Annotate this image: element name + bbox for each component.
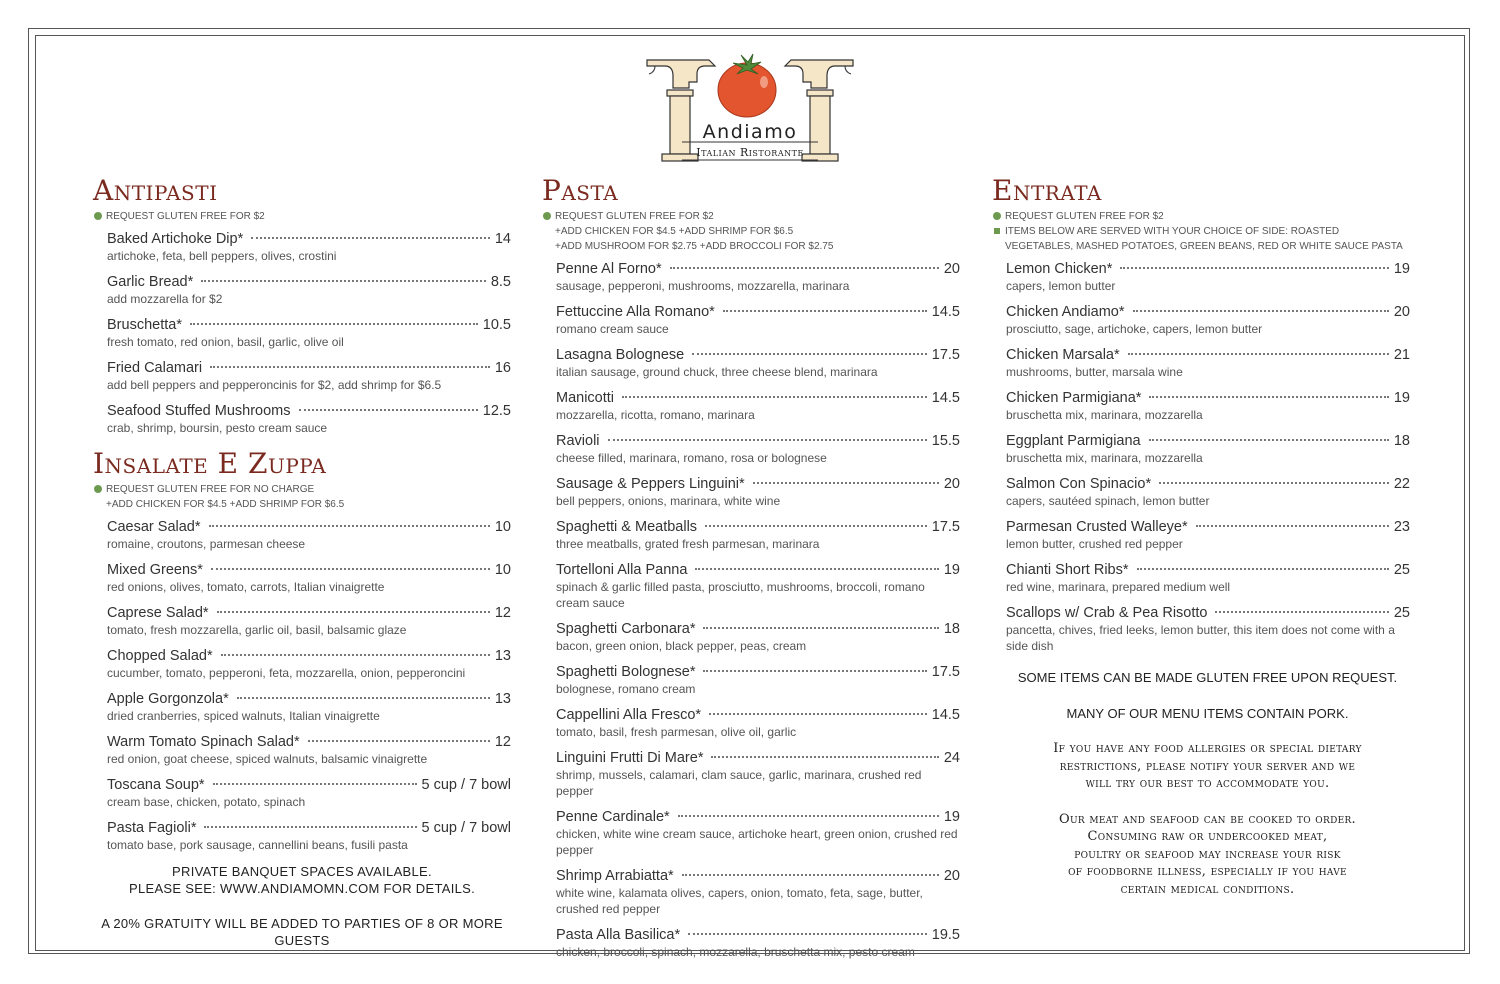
menu-item-name: Lasagna Bolognese [556,347,685,363]
menu-item-price: 17.5 [931,519,960,535]
dot-leader [692,353,927,355]
menu-item-name: Mixed Greens* [107,562,203,578]
dot-leader [688,933,927,935]
menu-item-description: mushrooms, butter, marsala wine [1006,365,1183,379]
menu-item [107,647,511,681]
menu-item [107,359,511,393]
dot-leader [213,783,417,785]
menu-item-description: cream base, chicken, potato, spinach [107,795,306,809]
menu-item-price: 14.5 [931,390,960,406]
column-right [992,174,1410,663]
menu-item-line [556,518,960,536]
menu-item-name: Toscana Soup* [107,777,205,793]
menu-item-description: tomato, fresh mozzarella, garlic oil, basil, balsamic glaze [107,623,407,637]
menu-item-description: tomato, basil, fresh parmesan, olive oil, garlic [556,725,797,739]
column-middle [542,174,960,969]
menu-item [556,475,960,509]
menu-item-description: add mozzarella for $2 [107,292,223,306]
menu-item [556,518,960,552]
menu-item-price: 12 [494,605,511,621]
banquet-line-1: PRIVATE BANQUET SPACES AVAILABLE. [172,864,432,879]
menu-item-name: Spaghetti Bolognese* [556,664,696,680]
menu-item-name: Tortelloni Alla Panna [556,562,688,578]
menu-item [107,604,511,638]
menu-item [556,926,960,960]
menu-item-line [107,273,511,291]
menu-item-description: add bell peppers and pepperoncinis for $2, add shrimp for $6.5 [107,378,442,392]
dot-leader [209,525,490,527]
restaurant-name: Andiamo [702,121,798,143]
menu-item [556,346,960,380]
menu-item-line [556,808,960,826]
menu-item [107,776,511,810]
menu-item-price: 13 [494,648,511,664]
menu-item [556,749,960,799]
menu-item-description: chicken, white wine cream sauce, artichoke heart, green onion, crushed red pepper [556,827,958,857]
menu-item [556,260,960,294]
restaurant-logo [645,52,855,164]
menu-item-name: Chicken Parmigiana* [1006,390,1142,406]
menu-item-description: capers, sautéed spinach, lemon butter [1006,494,1210,508]
menu-item-line [107,604,511,622]
menu-item-description: romano cream sauce [556,322,669,336]
menu-item-line [556,663,960,681]
menu-item-description: romaine, croutons, parmesan cheese [107,537,306,551]
menu-item-name: Pasta Fagioli* [107,820,197,836]
dot-leader [221,654,490,656]
menu-item-name: Apple Gorgonzola* [107,691,229,707]
menu-item-price: 19 [1393,261,1410,277]
banquet-note [93,863,511,897]
menu-item [107,518,511,552]
menu-item-price: 19.5 [931,927,960,943]
menu-item [556,620,960,654]
menu-item-name: Eggplant Parmigiana [1006,433,1141,449]
section-title-entrata: Entrata [992,174,1102,207]
menu-item [556,808,960,858]
menu-item-description: fresh tomato, red onion, basil, garlic, olive oil [107,335,344,349]
section-notes [992,209,1410,254]
menu-item [1006,346,1410,380]
menu-item-line [107,819,511,837]
menu-item-price: 20 [943,868,960,884]
menu-item-price: 18 [943,621,960,637]
menu-item-description: dried cranberries, spiced walnuts, Italian vinaigrette [107,709,380,723]
menu-item [107,273,511,307]
menu-item-description: shrimp, mussels, calamari, clam sauce, garlic, marinara, crushed red pepper [556,768,922,798]
dot-leader [1128,353,1389,355]
dot-leader [608,439,927,441]
entrata-list [992,260,1410,654]
menu-item-price: 12.5 [482,403,511,419]
menu-item-line [1006,389,1410,407]
menu-item-line [1006,518,1410,536]
menu-item-line [107,776,511,794]
menu-item-name: Penne Cardinale* [556,809,670,825]
menu-item-name: Caprese Salad* [107,605,209,621]
menu-item-line [1006,604,1410,622]
menu-item-name: Warm Tomato Spinach Salad* [107,734,300,750]
menu-item-description: three meatballs, grated fresh parmesan, marinara [556,537,820,551]
add-on-note: +ADD MUSHROOM FOR $2.75 +ADD BROCCOLI FOR $2.75 [555,241,834,252]
menu-item-name: Cappellini Alla Fresco* [556,707,702,723]
menu-item-price: 5 cup / 7 bowl [421,820,511,836]
menu-item-description: red onion, goat cheese, spiced walnuts, balsamic vinaigrette [107,752,428,766]
dot-leader [201,280,486,282]
menu-item-line [556,926,960,944]
menu-item [556,432,960,466]
dot-leader [1149,396,1388,398]
menu-item-line [1006,475,1410,493]
antipasti-list [93,230,511,436]
dot-leader [1133,310,1389,312]
menu-item-price: 17.5 [931,664,960,680]
menu-item [1006,432,1410,466]
menu-item-price: 19 [943,562,960,578]
menu-item-name: Baked Artichoke Dip* [107,231,244,247]
menu-item [107,733,511,767]
menu-item-line [107,561,511,579]
menu-item-line [1006,346,1410,364]
menu-item-name: Caesar Salad* [107,519,201,535]
dot-leader [1149,439,1389,441]
menu-item [107,690,511,724]
menu-item-name: Spaghetti & Meatballs [556,519,698,535]
allergy-notice: If you have any food allergies or special dietary restrictions, please notify your server and we will try our best to accommodate you. [1053,741,1362,791]
column-left [93,174,511,949]
menu-item-line [1006,561,1410,579]
menu-item [556,867,960,917]
menu-item [1006,260,1410,294]
dot-leader [204,826,416,828]
menu-item-description: bell peppers, onions, marinara, white wine [556,494,781,508]
menu-item-name: Fried Calamari [107,360,203,376]
raw-food-notice: Our meat and seafood can be cooked to order. Consuming raw or undercooked meat, poultry or seafood may increase your risk of foodborne illness, especially if you have certain medical conditions. [1059,811,1356,897]
menu-item-line [556,346,960,364]
menu-item [1006,518,1410,552]
menu-item-description: spinach & garlic filled pasta, prosciutto, mushrooms, broccoli, romano cream sauce [556,580,925,610]
dot-leader [251,237,490,239]
menu-item [1006,303,1410,337]
menu-item-line [556,389,960,407]
menu-item-line [556,706,960,724]
add-on-note: +ADD CHICKEN FOR $4.5 +ADD SHRIMP FOR $6.5 [555,226,794,237]
menu-item [1006,389,1410,423]
menu-item-name: Parmesan Crusted Walleye* [1006,519,1188,535]
menu-item-line [107,733,511,751]
menu-item-line [1006,260,1410,278]
menu-item-price: 8.5 [490,274,511,290]
dot-leader [1120,267,1388,269]
menu-item-price: 22 [1393,476,1410,492]
dot-leader [1196,525,1389,527]
menu-item [1006,475,1410,509]
menu-item-name: Bruschetta* [107,317,182,333]
dot-leader [678,815,939,817]
section-title-insalate: Insalate E Zuppa [93,447,327,480]
section-title-antipasti: Antipasti [93,174,218,207]
menu-item-price: 19 [943,809,960,825]
dot-leader [237,697,490,699]
menu-item-name: Garlic Bread* [107,274,194,290]
dot-leader [723,310,927,312]
menu-item-price: 21 [1393,347,1410,363]
menu-item-price: 14.5 [931,304,960,320]
menu-item [556,561,960,611]
dot-leader [622,396,927,398]
menu-item-name: Chicken Marsala* [1006,347,1120,363]
menu-item-price: 15.5 [931,433,960,449]
menu-item-line [107,359,511,377]
menu-item-description: italian sausage, ground chuck, three cheese blend, marinara [556,365,878,379]
dot-leader [299,409,478,411]
menu-item-name: Chicken Andiamo* [1006,304,1125,320]
gluten-free-note: REQUEST GLUTEN FREE FOR $2 [93,209,511,224]
menu-item-description: artichoke, feta, bell peppers, olives, crostini [107,249,337,263]
menu-item-name: Penne Al Forno* [556,261,662,277]
menu-item-name: Shrimp Arrabiatta* [556,868,674,884]
menu-item-name: Scallops w/ Crab & Pea Risotto [1006,605,1208,621]
menu-item-price: 10.5 [482,317,511,333]
dot-leader [682,874,939,876]
menu-item-description: lemon butter, crushed red pepper [1006,537,1183,551]
menu-item-description: prosciutto, sage, artichoke, capers, lemon butter [1006,322,1263,336]
menu-item-description: white wine, kalamata olives, capers, onion, tomato, feta, sage, butter, crushed red pepper [556,886,923,916]
menu-item-description: mozzarella, ricotta, romano, marinara [556,408,755,422]
menu-item-name: Seafood Stuffed Mushrooms [107,403,291,419]
menu-item-line [107,230,511,248]
menu-item-description: bolognese, romano cream [556,682,696,696]
menu-item-price: 25 [1393,605,1410,621]
dot-leader [711,756,938,758]
menu-item-line [556,620,960,638]
dot-leader [703,627,938,629]
dot-leader [211,568,490,570]
restaurant-subtitle: Italian Ristorante [696,146,804,159]
gluten-free-icon [94,212,102,220]
menu-item-description: cucumber, tomato, pepperoni, feta, mozzarella, onion, pepperoncini [107,666,466,680]
menu-item [1006,561,1410,595]
menu-item-price: 18 [1393,433,1410,449]
menu-item-name: Lemon Chicken* [1006,261,1113,277]
menu-item [107,316,511,350]
menu-item-line [107,647,511,665]
menu-item-price: 14.5 [931,707,960,723]
dot-leader [709,713,927,715]
menu-item [556,389,960,423]
menu-item-price: 20 [943,476,960,492]
menu-item [107,402,511,436]
gluten-free-icon [993,212,1001,220]
gluten-free-note: REQUEST GLUTEN FREE FOR NO CHARGE [93,482,511,497]
gluten-free-icon [94,485,102,493]
menu-item-description: red onions, olives, tomato, carrots, Italian vinaigrette [107,580,385,594]
section-notes [93,209,511,224]
menu-item [107,230,511,264]
menu-item-price: 23 [1393,519,1410,535]
menu-item-name: Fettuccine Alla Romano* [556,304,715,320]
dot-leader [1137,568,1389,570]
gluten-free-icon [543,212,551,220]
square-bullet-icon [994,228,1000,234]
menu-item-line [556,561,960,579]
menu-item-name: Salmon Con Spinacio* [1006,476,1152,492]
menu-item [107,561,511,595]
menu-item-name: Sausage & Peppers Linguini* [556,476,745,492]
menu-item-line [107,518,511,536]
pork-notice: MANY OF OUR MENU ITEMS CONTAIN PORK. [1066,705,1349,721]
menu-item-price: 20 [1393,304,1410,320]
dot-leader [190,323,478,325]
menu-item-price: 14 [494,231,511,247]
menu-item-line [556,432,960,450]
menu-item-line [556,475,960,493]
add-on-note: +ADD CHICKEN FOR $4.5 +ADD SHRIMP FOR $6.5 [106,499,345,510]
menu-item [556,303,960,337]
menu-item-name: Pasta Alla Basilica* [556,927,681,943]
menu-item-price: 19 [1393,390,1410,406]
menu-item-price: 10 [494,562,511,578]
menu-item-description: red wine, marinara, prepared medium well [1006,580,1231,594]
menu-item [556,663,960,697]
menu-item-price: 24 [943,750,960,766]
gratuity-note: A 20% GRATUITY WILL BE ADDED TO PARTIES OF 8 OR MORE GUESTS [101,916,503,948]
side-dish-note: ITEMS BELOW ARE SERVED WITH YOUR CHOICE OF SIDE: ROASTED VEGETABLES, MASHED POTATOES, GREEN BEANS, RED OR WHITE SAUCE PASTA [992,224,1410,254]
section-notes [542,209,960,254]
menu-item-price: 17.5 [931,347,960,363]
menu-item-price: 16 [494,360,511,376]
pasta-list [542,260,960,960]
menu-item-description: bruschetta mix, marinara, mozzarella [1006,451,1203,465]
dot-leader [308,740,490,742]
menu-item-description: sausage, pepperoni, mushrooms, mozzarella, marinara [556,279,850,293]
menu-item-name: Manicotti [556,390,615,406]
gluten-free-note: REQUEST GLUTEN FREE FOR $2 [542,209,960,224]
dot-leader [753,482,939,484]
menu-item-price: 25 [1393,562,1410,578]
menu-item-description: crab, shrimp, boursin, pesto cream sauce [107,421,328,435]
menu-item-line [1006,432,1410,450]
menu-item-name: Chianti Short Ribs* [1006,562,1129,578]
menu-item [556,706,960,740]
menu-item-description: capers, lemon butter [1006,279,1116,293]
notices [1000,669,1415,916]
menu-item-description: chicken, broccoli, spinach, mozzarella, bruschetta mix, pesto cream [556,945,915,959]
menu-item-line [1006,303,1410,321]
menu-item-price: 5 cup / 7 bowl [421,777,511,793]
insalate-list [93,518,511,853]
dot-leader [703,670,926,672]
menu-item-description: cheese filled, marinara, romano, rosa or bolognese [556,451,827,465]
menu-item-description: bacon, green onion, black pepper, peas, cream [556,639,807,653]
section-notes [93,482,511,512]
menu-item-description: pancetta, chives, fried leeks, lemon butter, this item does not come with a side dish [1006,623,1395,653]
gluten-notice: SOME ITEMS CAN BE MADE GLUTEN FREE UPON REQUEST. [1017,670,1398,685]
dot-leader [210,366,490,368]
menu-item-line [556,303,960,321]
dot-leader [217,611,490,613]
menu-item-price: 12 [494,734,511,750]
dot-leader [695,568,938,570]
menu-item-name: Spaghetti Carbonara* [556,621,696,637]
menu-item-line [556,749,960,767]
menu-item-line [107,690,511,708]
menu-item-line [107,402,511,420]
menu-item [107,819,511,853]
menu-item-price: 10 [494,519,511,535]
dot-leader [1159,482,1389,484]
menu-item-description: bruschetta mix, marinara, mozzarella [1006,408,1203,422]
menu-item-name: Chopped Salad* [107,648,213,664]
banquet-line-2: PLEASE SEE: WWW.ANDIAMOMN.COM FOR DETAILS. [128,881,476,896]
menu-item-name: Linguini Frutti Di Mare* [556,750,704,766]
menu-item-line [556,867,960,885]
dot-leader [670,267,939,269]
gluten-free-note: REQUEST GLUTEN FREE FOR $2 [992,209,1410,224]
dot-leader [705,525,927,527]
menu-item-price: 13 [494,691,511,707]
menu-item [1006,604,1410,654]
dot-leader [1215,611,1388,613]
menu-item-price: 20 [943,261,960,277]
menu-item-line [107,316,511,334]
menu-item-line [556,260,960,278]
section-title-pasta: Pasta [542,174,619,207]
menu-item-description: tomato base, pork sausage, cannellini beans, fusili pasta [107,838,408,852]
menu-item-name: Ravioli [556,433,600,449]
